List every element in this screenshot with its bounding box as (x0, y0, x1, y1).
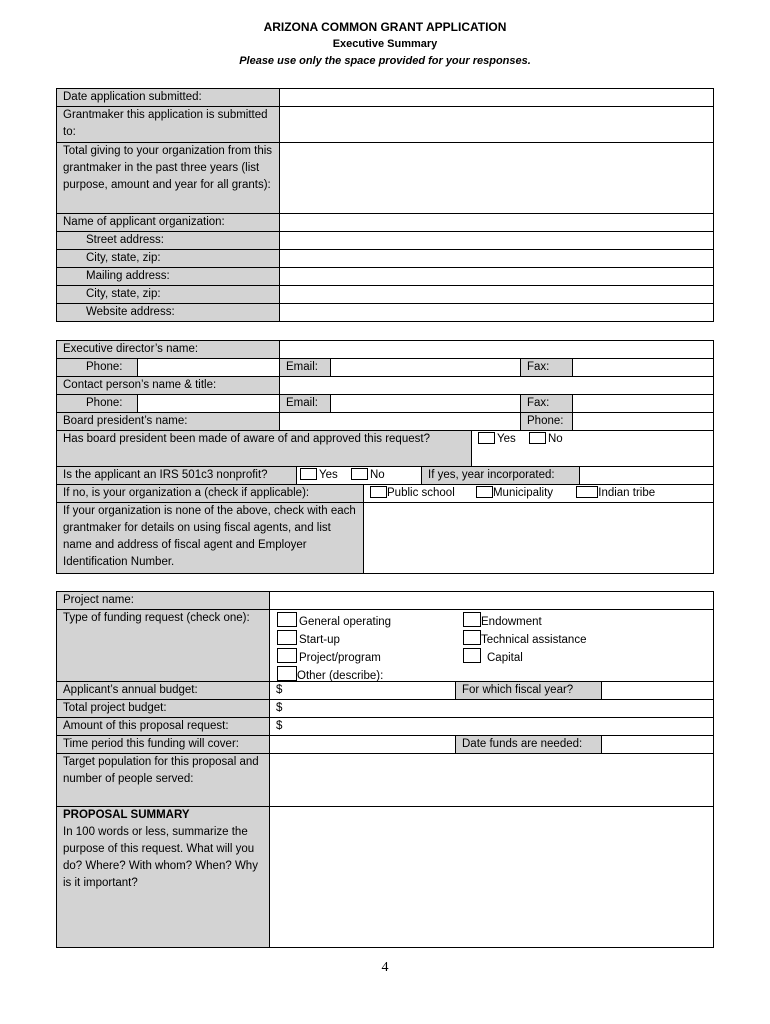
city-state-zip-field[interactable] (280, 250, 714, 268)
org-type-label: If no, is your organization a (check if applicable): (57, 485, 364, 503)
mailing-city-state-zip-label: City, state, zip: (57, 286, 280, 304)
indian-tribe-checkbox[interactable] (576, 486, 598, 498)
board-president-field[interactable] (280, 413, 521, 431)
time-period-field[interactable] (270, 736, 456, 754)
total-project-budget-label: Total project budget: (57, 700, 270, 718)
grantmaker-label: Grantmaker this application is submitted to: (57, 107, 280, 143)
org-type-table (56, 484, 714, 574)
date-funds-needed-label: Date funds are needed: (456, 736, 602, 754)
contact-fax-label: Fax: (521, 395, 573, 413)
project-program-label: Project/program (299, 652, 381, 664)
proposal-summary-instructions: In 100 words or less, summarize the purpose of this request. What will you do? Where? With whom? When? Why is it important? (63, 826, 258, 889)
total-giving-label: Total giving to your organization from this grantmaker in the past three years (list purpose, amount and year for all grants): (57, 143, 280, 214)
no-label: No (547, 433, 563, 445)
exec-phone-label: Phone: (57, 359, 138, 377)
indian-tribe-label: Indian tribe (598, 487, 656, 499)
dollar-sign: $ (276, 720, 283, 732)
project-name-field[interactable] (270, 592, 714, 610)
project-name-label: Project name: (57, 592, 270, 610)
general-operating-checkbox[interactable] (277, 612, 297, 627)
fiscal-agent-field[interactable] (364, 503, 714, 574)
irs-label: Is the applicant an IRS 501c3 nonprofit? (57, 467, 297, 485)
form-subtitle: Executive Summary (332, 38, 438, 50)
target-population-label: Target population for this proposal and number of people served: (57, 754, 270, 807)
total-project-budget-field[interactable] (270, 700, 714, 718)
exec-phone-field[interactable] (138, 359, 280, 377)
exec-fax-label: Fax: (521, 359, 573, 377)
startup-checkbox[interactable] (277, 630, 297, 645)
contact-person-field[interactable] (280, 377, 714, 395)
general-operating-label: General operating (299, 616, 392, 628)
date-submitted-label: Date application submitted: (57, 89, 280, 107)
no-label: No (369, 469, 385, 481)
fiscal-year-field[interactable] (602, 682, 714, 700)
board-approval-yes-checkbox[interactable] (478, 432, 495, 444)
capital-label: Capital (487, 652, 523, 664)
organization-info-table (56, 88, 714, 322)
amount-request-field[interactable] (270, 718, 714, 736)
amount-request-label: Amount of this proposal request: (57, 718, 270, 736)
contacts-table (56, 340, 714, 431)
total-giving-field[interactable] (280, 143, 714, 214)
proposal-summary-title: PROPOSAL SUMMARY (63, 809, 190, 821)
endowment-checkbox[interactable] (463, 612, 481, 627)
year-incorporated-field[interactable] (580, 467, 714, 485)
org-name-label: Name of applicant organization: (57, 214, 280, 232)
startup-label: Start-up (299, 634, 340, 646)
public-school-label: Public school (387, 487, 455, 499)
irs-options (297, 467, 422, 485)
dollar-sign: $ (276, 702, 283, 714)
date-funds-needed-field[interactable] (602, 736, 714, 754)
project-program-checkbox[interactable] (277, 648, 297, 663)
board-approval-table (56, 430, 714, 467)
annual-budget-label: Applicant’s annual budget: (57, 682, 270, 700)
form-instruction: Please use only the space provided for your responses. (239, 55, 531, 67)
city-state-zip-label: City, state, zip: (57, 250, 280, 268)
org-type-options (364, 485, 714, 503)
proposal-summary-field[interactable] (270, 807, 714, 948)
municipality-checkbox[interactable] (476, 486, 493, 498)
street-address-field[interactable] (280, 232, 714, 250)
irs-yes-checkbox[interactable] (300, 468, 317, 480)
board-phone-field[interactable] (573, 413, 714, 431)
board-approval-options (472, 431, 714, 467)
mailing-city-state-zip-field[interactable] (280, 286, 714, 304)
exec-fax-field[interactable] (573, 359, 714, 377)
capital-checkbox[interactable] (463, 648, 481, 663)
proposal-summary-label (57, 807, 270, 948)
funding-type-options (270, 610, 714, 682)
endowment-label: Endowment (481, 616, 542, 628)
board-approval-label: Has board president been made of aware of and approved this request? (57, 431, 472, 467)
mailing-address-field[interactable] (280, 268, 714, 286)
technical-assistance-checkbox[interactable] (463, 630, 481, 645)
board-approval-no-checkbox[interactable] (529, 432, 546, 444)
grantmaker-field[interactable] (280, 107, 714, 143)
year-incorporated-label: If yes, year incorporated: (422, 467, 580, 485)
contact-phone-field[interactable] (138, 395, 280, 413)
contact-email-field[interactable] (331, 395, 521, 413)
fiscal-agent-label: If your organization is none of the above, check with each grantmaker for details on using fiscal agents, and list name and address of fiscal agent and Employer Identification Number. (57, 503, 364, 574)
yes-label: Yes (497, 433, 516, 445)
public-school-checkbox[interactable] (370, 486, 387, 498)
exec-email-field[interactable] (331, 359, 521, 377)
contact-fax-field[interactable] (573, 395, 714, 413)
other-label: Other (describe): (297, 670, 384, 682)
technical-assistance-label: Technical assistance (481, 634, 587, 646)
annual-budget-field[interactable] (270, 682, 456, 700)
project-table (56, 591, 714, 948)
street-address-label: Street address: (57, 232, 280, 250)
other-checkbox[interactable] (277, 666, 297, 681)
page-number: 4 (381, 960, 389, 975)
board-phone-label: Phone: (521, 413, 573, 431)
exec-email-label: Email: (280, 359, 331, 377)
target-population-field[interactable] (270, 754, 714, 807)
dollar-sign: $ (276, 684, 283, 696)
irs-table (56, 466, 714, 485)
yes-label: Yes (319, 469, 338, 481)
contact-person-label: Contact person’s name & title: (57, 377, 280, 395)
website-field[interactable] (280, 304, 714, 322)
board-president-label: Board president’s name: (57, 413, 280, 431)
contact-email-label: Email: (280, 395, 331, 413)
website-label: Website address: (57, 304, 280, 322)
mailing-address-label: Mailing address: (57, 268, 280, 286)
contact-phone-label: Phone: (57, 395, 138, 413)
date-submitted-field[interactable] (280, 89, 714, 107)
fiscal-year-label: For which fiscal year? (456, 682, 602, 700)
time-period-label: Time period this funding will cover: (57, 736, 270, 754)
exec-director-label: Executive director’s name: (57, 341, 280, 359)
exec-director-field[interactable] (280, 341, 714, 359)
irs-no-checkbox[interactable] (351, 468, 368, 480)
municipality-label: Municipality (492, 487, 554, 499)
org-name-field[interactable] (280, 214, 714, 232)
funding-type-label: Type of funding request (check one): (57, 610, 270, 682)
form-title: ARIZONA COMMON GRANT APPLICATION (263, 20, 507, 34)
